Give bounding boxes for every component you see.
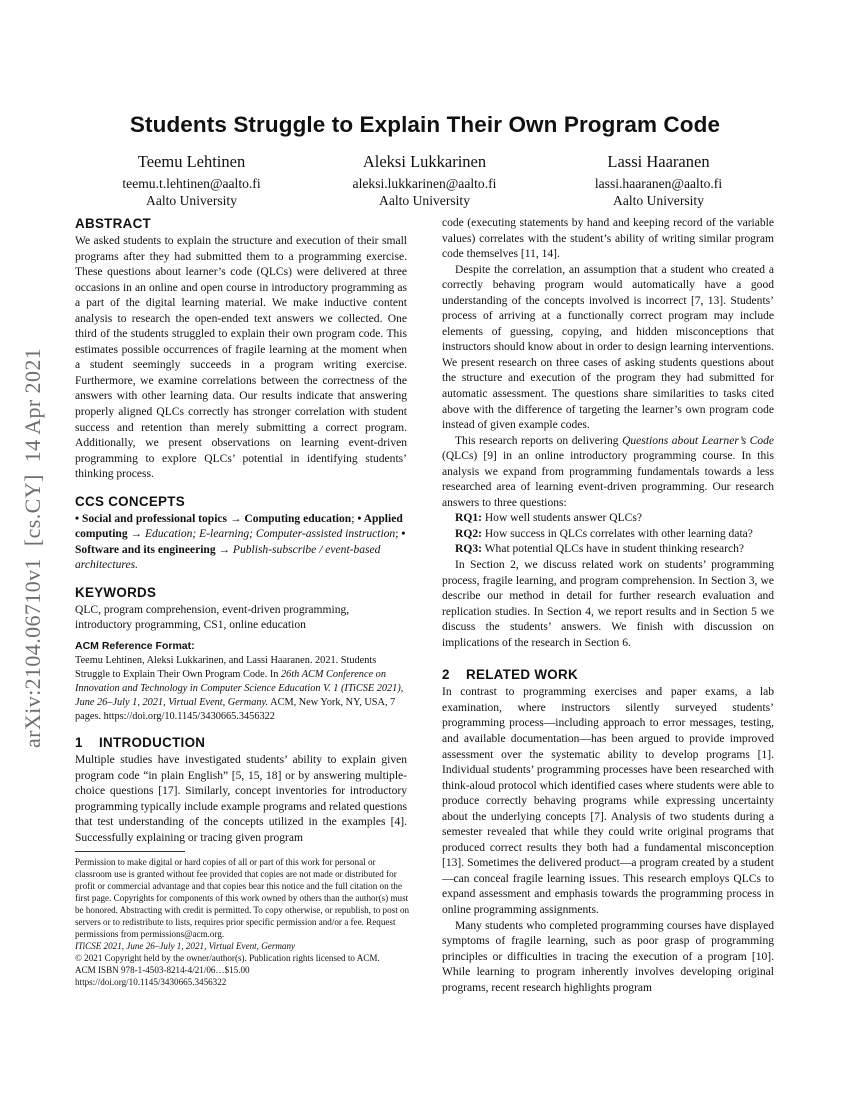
ccs-item-3: Software and its engineering [75,543,216,556]
ccs-item-2-targets: Education; E-learning; [144,528,254,541]
introduction-paragraph-4: In Section 2, we discuss related work on students’ programming process, fragile learning, and program comprehension. In Section 3, we describe our method in detail for further research evaluation and replication studies. In Section 4, we report results and in Section 5 we discuss the students’ answers. We finish with discussion on implications of the research in Section 6. [442,559,774,649]
author-email[interactable]: teemu.t.lehtinen@aalto.fi [122,176,261,191]
arrow: → [130,528,143,541]
rq-text: What potential QLCs have in student thinking research? [484,543,745,556]
introduction-paragraph-3 [442,434,774,512]
permission-text: Permission to make digital or hard copies of all or part of this work for personal or classroom use is granted without fee provided that copies are not made or distributed for profit or commercial advantage and that copies bear this notice and the full citation on the first page. Copyrights for components of this work owned by others than the author(s) must be honored. Abstracting with credit is permitted. To copy otherwise, or republish, to post on servers or to redistribute to lists, requires prior specific permission and/or a fee. Request permissions from permissions@acm.org. [75,857,410,939]
author-name: Aleksi Lukkarinen [362,152,487,171]
rq-label: RQ3: [455,543,482,556]
arrow: → [218,543,231,556]
introduction-paragraph-2: Despite the correlation, an assumption that a student who created a correctly behaving program would automatically have a good understanding of the concepts involved is incorrect [7, 13]. Students’ process of arriving at a functionally correct program may include elements of guessing, copying, and hidden misconceptions that instructors should know about in order to design learning interventions. We present research on three cases of asking students questions about the structure and execution of the program they had submitted for automatic assessment. The questions share similarities to tasks cited above with the difference of targeting the learner’s own program code instead of given example codes. [442,263,774,432]
author-block [75,152,775,212]
related-work-paragraph-1: In contrast to programming exercises and paper exams, a lab examination, where instructors silently surveyed students’ programming process—including approach to error messages, testing, and available documentation—has been argued to provide improved assessment over the systematic ability to develop programs [1]. Individual students’ programming processes have been researched with think-aloud protocol which identified cases where students were able to produce correctly behaving programs while expressing uncertainty about the underlying concepts [7]. Analysis of two students during a semester revealed that while they could write original programs that produced correct results they both had a fundamental misconception [13]. Sometimes the delivered product—a program created by a student—can conceal fragile learning issues. This research employs QLCs to expand assessment and emphasis towards the programming process in online programming assignments. [442,686,774,916]
acm-reference-venue: 26th ACM Conference on Innovation and Technology in Computer Science Education V. 1 (ITiCSE 2021), June 26–July 1, 2021, Virtual Event, Germany. [75,669,404,709]
related-work-heading [442,667,774,682]
ccs-concepts: • Social and professional topics → Computing education; • Applied computing → Education; E-learning; Computer-assisted instruction; • Software and its engineering → Publish-subscribe / event-based architectures. [75,512,406,572]
author-affiliation: Aalto University [146,192,237,208]
bullet: • [401,528,406,541]
author-email[interactable]: lassi.haaranen@aalto.fi [594,176,723,191]
acm-reference [75,654,407,724]
author-email[interactable]: aleksi.lukkarinen@aalto.fi [352,176,497,191]
ccs-heading: CCS CONCEPTS [75,493,185,509]
ccs-item-1-target: Computing education [244,512,352,525]
author-3 [542,152,775,209]
conference-line: ITiCSE 2021, June 26–July 1, 2021, Virtual Event, Germany [75,940,296,951]
p3-end: (QLCs) [9] in an online introductory programming course. In this analysis we expand from programming fundamentals towards a less researched area of learning event-driven programming. Our research answers to three questions: [442,450,774,509]
author-1 [75,152,308,209]
footnote-rule [75,851,185,852]
research-question-1 [442,511,774,527]
arrow: → [229,512,242,525]
research-question-2 [442,527,774,543]
section-title: RELATED WORK [466,667,578,683]
related-work-paragraph-2: Many students who completed programming courses have displayed symptoms of fragile learning, such as poor grasp of programming principles or difficulties in tracing the execution of a program [10]. While learning to program inherently involves developing original programs, recent research highlights program [442,919,774,994]
bullet: • [357,512,362,525]
permission-notice [75,857,410,988]
acm-reference-label: ACM Reference Format: [75,640,195,653]
copyright-line: © 2021 Copyright held by the owner/author(s). Publication rights licensed to ACM. [75,952,380,963]
arxiv-stamp [20,288,48,748]
author-affiliation: Aalto University [613,192,704,208]
introduction-paragraph-1: Multiple studies have investigated students’ ability to explain given program code “in plain English” [5, 15, 18] or by answering multiple-choice questions [17]. Similarly, concept inventories for introductory programming typically include example programs and related questions that test understanding of the concepts utilized in the examples [4]. Successfully explaining or tracing given program [75,754,407,844]
p3-italic: Questions about Learner’s Code [622,434,774,447]
arxiv-date: 14 Apr 2021 [20,347,45,463]
right-column [442,216,774,996]
abstract-text: We asked students to explain the structure and execution of their small programs after they had submitted them to a programming exercise. These questions about learner’s code (QLCs) were delivered at three occasions in an online and open course in introductory programming as a part of the digital learning material. We make inductive content analysis to research the open-ended text answers we collected. One third of the students struggled to explain their own program code. This estimates possible occurrences of fragile learning at the moment when a student seemingly succeeds in a program writing exercise. Furthermore, we examine correlations between the correctness of the answers with other learning data. Our results indicate that answering properly aligned QLCs correctly has stronger correlation with student success and retention than merely submitting a correct program. Additionally, we present observations on learning event-driven programming to explore QLCs’ potential in identifying students’ thinking process. [75,235,407,481]
section-title: INTRODUCTION [99,735,206,751]
ccs-item-2: Applied computing [75,512,403,541]
arxiv-id: arXiv:2104.06710v1 [20,558,45,748]
author-affiliation: Aalto University [379,192,470,208]
rq-label: RQ1: [455,512,482,525]
doi-line[interactable]: https://doi.org/10.1145/3430665.3456322 [75,976,227,987]
ccs-item-2-target-b: Computer-assisted instruction [255,528,396,541]
keywords-heading: KEYWORDS [75,584,157,600]
acm-reference-citation: Teemu Lehtinen, Aleksi Lukkarinen, and Lassi Haaranen. 2021. Students Struggle to Explain Their Own Program Code. In [75,655,377,681]
ccs-item-3-target: Publish-subscribe / event-based architectures. [75,543,381,572]
introduction-heading [75,735,407,750]
keywords-text: QLC, program comprehension, event-driven programming, introductory programming, CS1, online education [75,603,350,632]
section-number: 2 [442,667,450,683]
author-name: Teemu Lehtinen [137,152,246,171]
research-question-3 [442,542,774,558]
rq-text: How well students answer QLCs? [484,512,642,525]
rq-text: How success in QLCs correlates with other learning data? [484,527,753,540]
acm-reference-publisher: ACM, New York, NY, USA, 7 pages. https://doi.org/10.1145/3430665.3456322 [75,697,396,723]
section-number: 1 [75,735,83,751]
ccs-item-1: Social and professional topics [81,512,228,525]
p3-start: This research reports on delivering [455,434,619,447]
bullet: • [75,512,80,525]
left-column [75,216,407,846]
paper-title: Students Struggle to Explain Their Own Program Code [129,112,721,137]
author-name: Lassi Haaranen [607,152,710,171]
author-2 [308,152,541,209]
arxiv-category: [cs.CY] [20,474,45,547]
isbn-line: ACM ISBN 978-1-4503-8214-4/21/06…$15.00 [75,964,250,975]
introduction-paragraph-1-continued: code (executing statements by hand and keeping record of the variable values) correlates with the student’s ability of writing similar program code themselves [11, 14]. [442,217,774,261]
abstract-heading: ABSTRACT [75,216,152,231]
rq-label: RQ2: [455,527,482,540]
